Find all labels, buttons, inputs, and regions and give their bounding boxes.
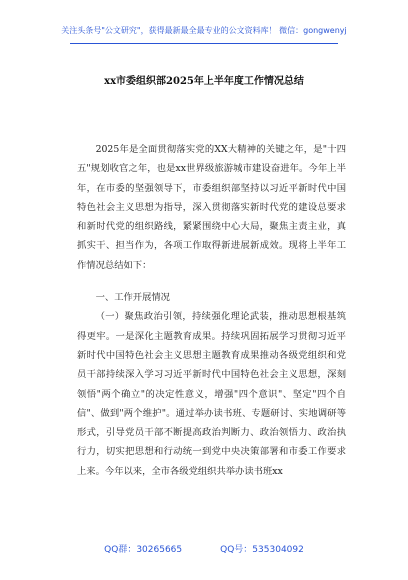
document-title: xx市委组织部2025年上半年度工作情况总结	[104, 76, 304, 87]
qq-group-number: QQ群：30265665	[104, 545, 183, 555]
section-heading: 一、工作开展情况	[95, 292, 170, 304]
subsection-paragraph	[77, 307, 346, 481]
subsection-heading: （一）聚焦政治引领，持续强化理论武装，推动思想根基筑得更牢。	[77, 311, 346, 342]
document-body	[77, 140, 346, 481]
intro-paragraph: 2025年是全面贯彻落实党的XX大精神的关键之年，是"十四五"规划收官之年，也是xx世界级旅游城市建设奋进年。今年上半年，在市委的坚强领导下，市委组织部坚持以习近平新时代中国特色社会主义思想为指导，深入贯彻落实新时代党的建设总要求和新时代党的组织路线，紧紧围绕中心大局，聚焦主责主业，真抓实干、担当作为，各项工作取得新进展新成效。现将上半年工作情况总结如下：	[77, 144, 346, 271]
header-divider	[70, 43, 338, 44]
footer-contact	[0, 542, 408, 555]
qq-number: QQ号：535304092	[220, 545, 304, 555]
subsection-body: 一是深化主题教育成果。持续巩固拓展学习贯彻习近平新时代中国特色社会主义思想主题教育成果推动各级党组织和党员干部持续深入学习习近平新时代中国特色社会主义思想，深刻领悟"两个确立"的决定性意义，增强"四个意识"、坚定"四个自信"、做到"两个维护"。通过举办读书班、专题研讨、实地调研等形式，引导党员干部不断提高政治判断力、政治领悟力、政治执行力，切实把思想和行动统一到党中央决策部署和市委工作要求上来。今年以来，全市各级党组织共举办读书班xx	[77, 330, 346, 477]
header-banner: 关注头条号"公文研究"，获得最新最全最专业的公文资料库！ 微信：gongwenyj	[61, 26, 347, 35]
